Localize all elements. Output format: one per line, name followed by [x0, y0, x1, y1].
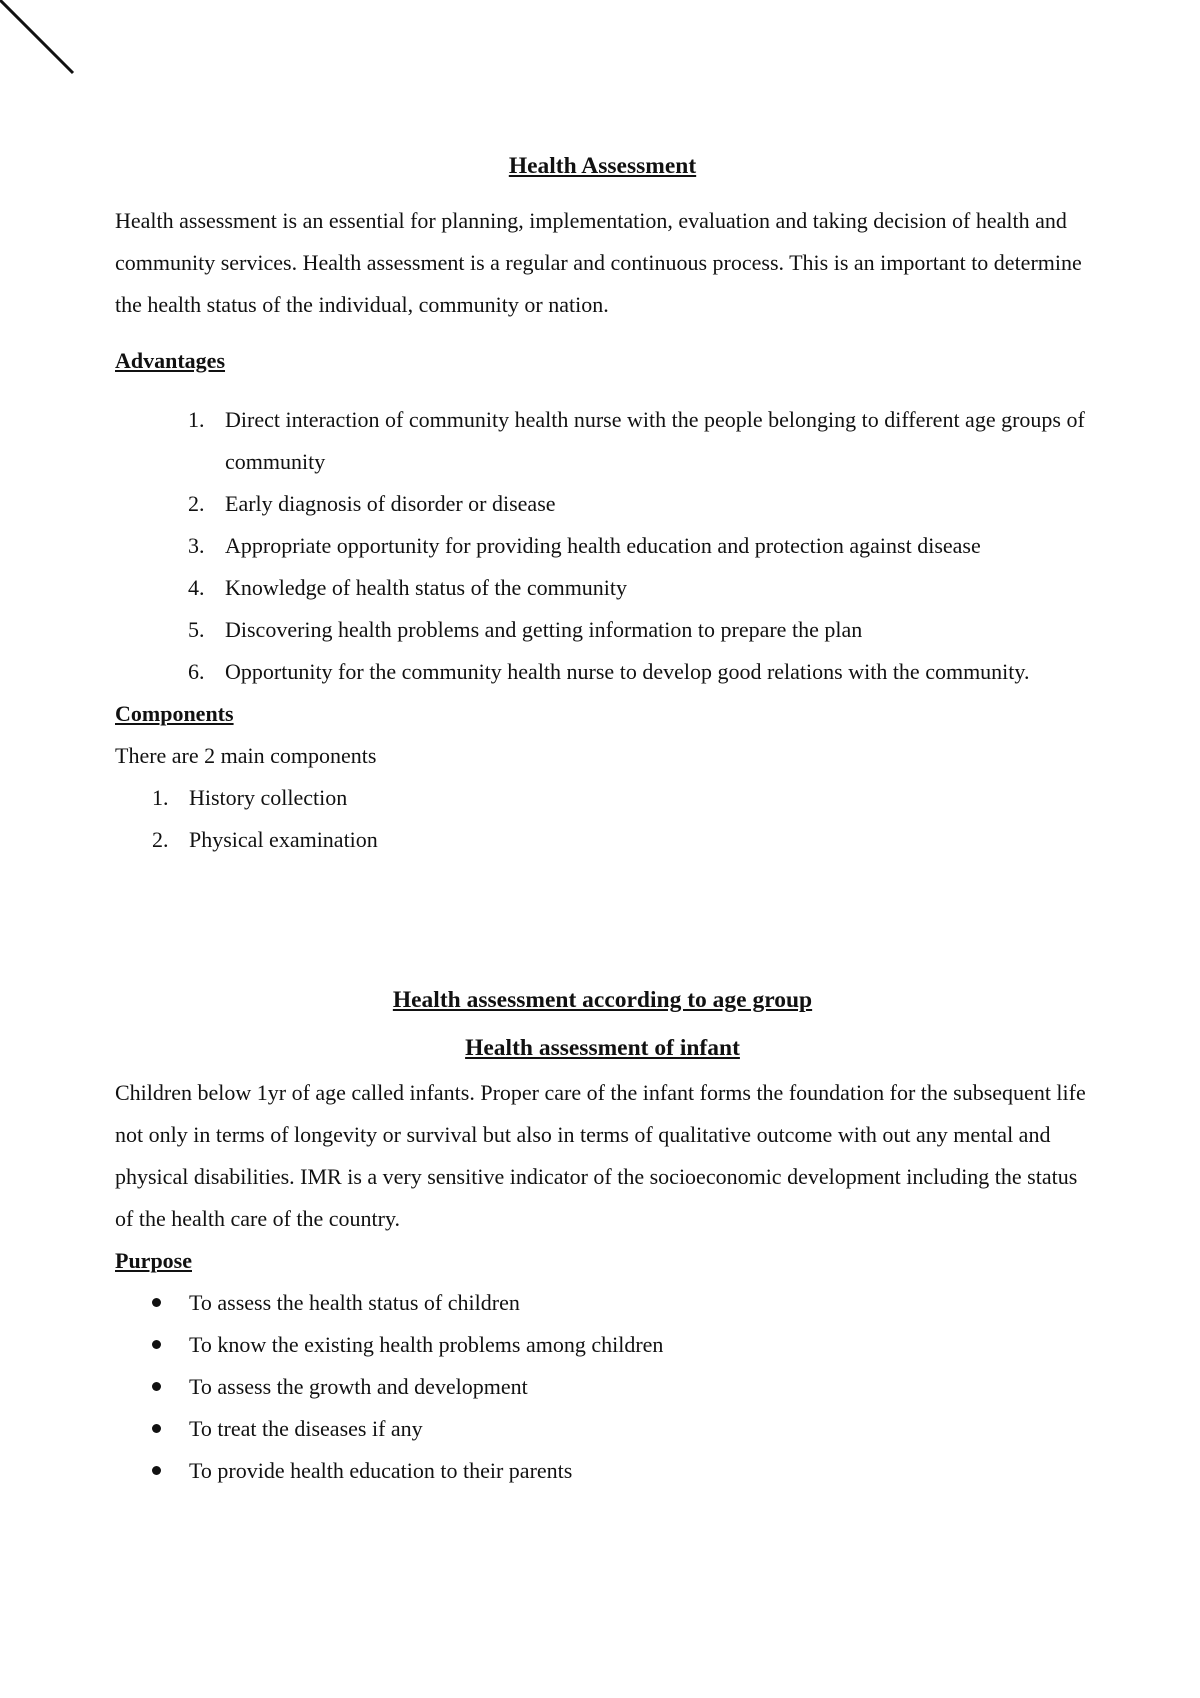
list-text: Early diagnosis of disorder or disease — [225, 491, 556, 516]
list-item — [115, 483, 1090, 525]
list-item — [115, 1282, 1090, 1324]
bullet-icon — [152, 1324, 189, 1366]
components-list — [115, 777, 1090, 861]
list-item — [115, 399, 1090, 483]
list-text: Knowledge of health status of the community — [225, 575, 628, 600]
list-text: To treat the diseases if any — [189, 1416, 423, 1441]
components-heading: Components — [115, 701, 234, 726]
list-item — [115, 819, 1090, 861]
document-content — [115, 146, 1090, 1492]
list-text: To know the existing health problems among children — [189, 1332, 664, 1357]
bullet-icon — [152, 1408, 189, 1450]
intro-paragraph: Health assessment is an essential for planning, implementation, evaluation and taking decision of health and community services. Health assessment is a regular and continuous process. This is an important to determine the health status of the individual, community or nation. — [115, 208, 1082, 317]
list-number: 1. — [152, 785, 169, 810]
list-text: Physical examination — [189, 827, 378, 852]
list-number: 4. — [188, 575, 205, 600]
bullet-icon — [152, 1366, 189, 1408]
list-text: To assess the health status of children — [189, 1290, 520, 1315]
purpose-list — [115, 1282, 1090, 1492]
list-text: Direct interaction of community health nurse with the people belonging to different age groups of community — [225, 407, 1085, 474]
advantages-list — [115, 399, 1090, 693]
corner-line-mark — [0, 0, 90, 90]
infant-paragraph: Children below 1yr of age called infants. Proper care of the infant forms the foundation for the subsequent life not only in terms of longevity or survival but also in terms of qualitative outcome with out any mental and physical disabilities. IMR is a very sensitive indicator of the socioeconomic development including the status of the health care of the country. — [115, 1080, 1086, 1231]
list-text: To assess the growth and development — [189, 1374, 528, 1399]
list-number: 2. — [188, 491, 205, 516]
list-text: Opportunity for the community health nurse to develop good relations with the community. — [225, 659, 1030, 684]
page-title: Health Assessment — [508, 153, 697, 179]
list-item — [115, 609, 1090, 651]
list-item — [115, 525, 1090, 567]
list-text: To provide health education to their parents — [189, 1458, 573, 1483]
list-text: History collection — [189, 785, 348, 810]
section-subtitle: Health assessment of infant — [465, 1035, 740, 1061]
list-number: 1. — [188, 407, 205, 432]
list-item — [115, 1408, 1090, 1450]
list-item — [115, 1324, 1090, 1366]
list-text: Appropriate opportunity for providing health education and protection against disease — [225, 533, 981, 558]
list-number: 2. — [152, 827, 169, 852]
list-item — [115, 777, 1090, 819]
list-text: Discovering health problems and getting information to prepare the plan — [225, 617, 863, 642]
section-title: Health assessment according to age group — [392, 987, 813, 1013]
list-item — [115, 1450, 1090, 1492]
list-number: 5. — [188, 617, 205, 642]
list-item — [115, 567, 1090, 609]
advantages-heading: Advantages — [115, 348, 226, 373]
bullet-icon — [152, 1282, 189, 1324]
components-intro: There are 2 main components — [115, 743, 377, 768]
bullet-icon — [152, 1450, 189, 1492]
list-number: 6. — [188, 659, 205, 684]
section-spacer — [115, 861, 1090, 976]
list-number: 3. — [188, 533, 205, 558]
list-item — [115, 1366, 1090, 1408]
list-item — [115, 651, 1090, 693]
purpose-heading: Purpose — [115, 1248, 192, 1273]
